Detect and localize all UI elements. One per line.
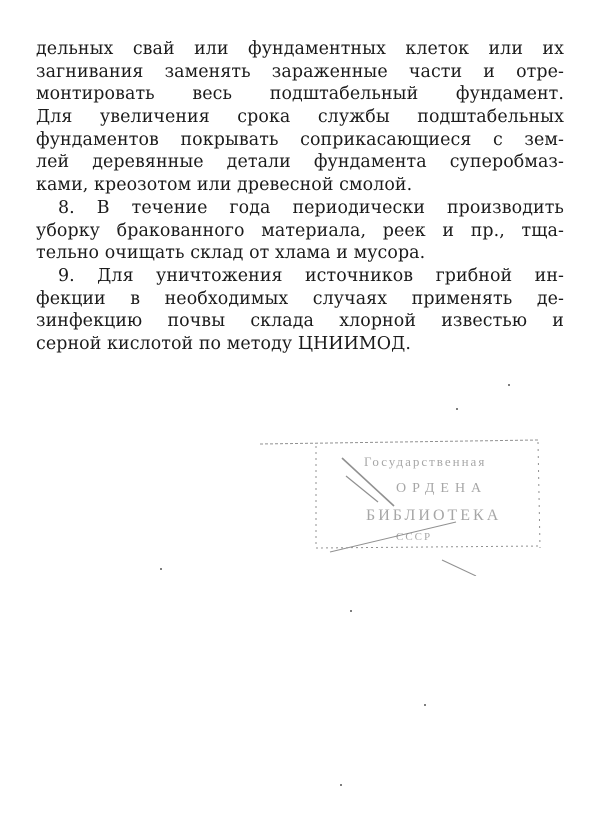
library-stamp	[256, 436, 546, 576]
stamp-line-2: ОРДЕНА	[396, 481, 488, 496]
text-line: лей деревянные детали фундамента суперобмаз-	[36, 152, 564, 173]
text-line: Для увеличения срока службы подштабельных	[36, 107, 564, 128]
text-line: ками, креозотом или древесной смолой.	[36, 175, 413, 196]
print-speck	[508, 384, 510, 386]
text-line: фекции в необходимых случаях применять де-	[36, 288, 564, 309]
text-line: уборку бракованного материала, реек и пр., тща-	[36, 220, 564, 241]
text-line: фундаментов покрывать соприкасающиеся с зем-	[36, 129, 564, 150]
text-line: дельных свай или фундаментных клеток или их	[36, 39, 564, 59]
print-speck	[424, 704, 426, 706]
stamp-graphic	[256, 436, 546, 576]
text-block	[36, 38, 564, 356]
text-line: 8. В течение года периодически производить	[58, 197, 564, 218]
stamp-line-3: БИБЛИОТЕКА	[366, 507, 502, 524]
text-line: зинфекцию почвы склада хлорной известью и	[36, 311, 564, 332]
print-speck	[160, 568, 162, 570]
print-speck	[350, 610, 352, 612]
text-line: загнивания заменять зараженные части и отре-	[36, 61, 564, 82]
text-line: тельно очищать склад от хлама и мусора.	[36, 243, 426, 264]
text-line: серной кислотой по методу ЦНИИМОД.	[36, 333, 412, 354]
stamp-line-1: Государственная	[364, 454, 487, 469]
stamp-line-4: СССР	[396, 531, 433, 543]
print-speck	[456, 408, 458, 410]
text-line: монтировать весь подштабельный фундамент.	[36, 84, 564, 105]
print-speck	[340, 784, 342, 786]
text-line: 9. Для уничтожения источников грибной ин-	[58, 265, 564, 286]
